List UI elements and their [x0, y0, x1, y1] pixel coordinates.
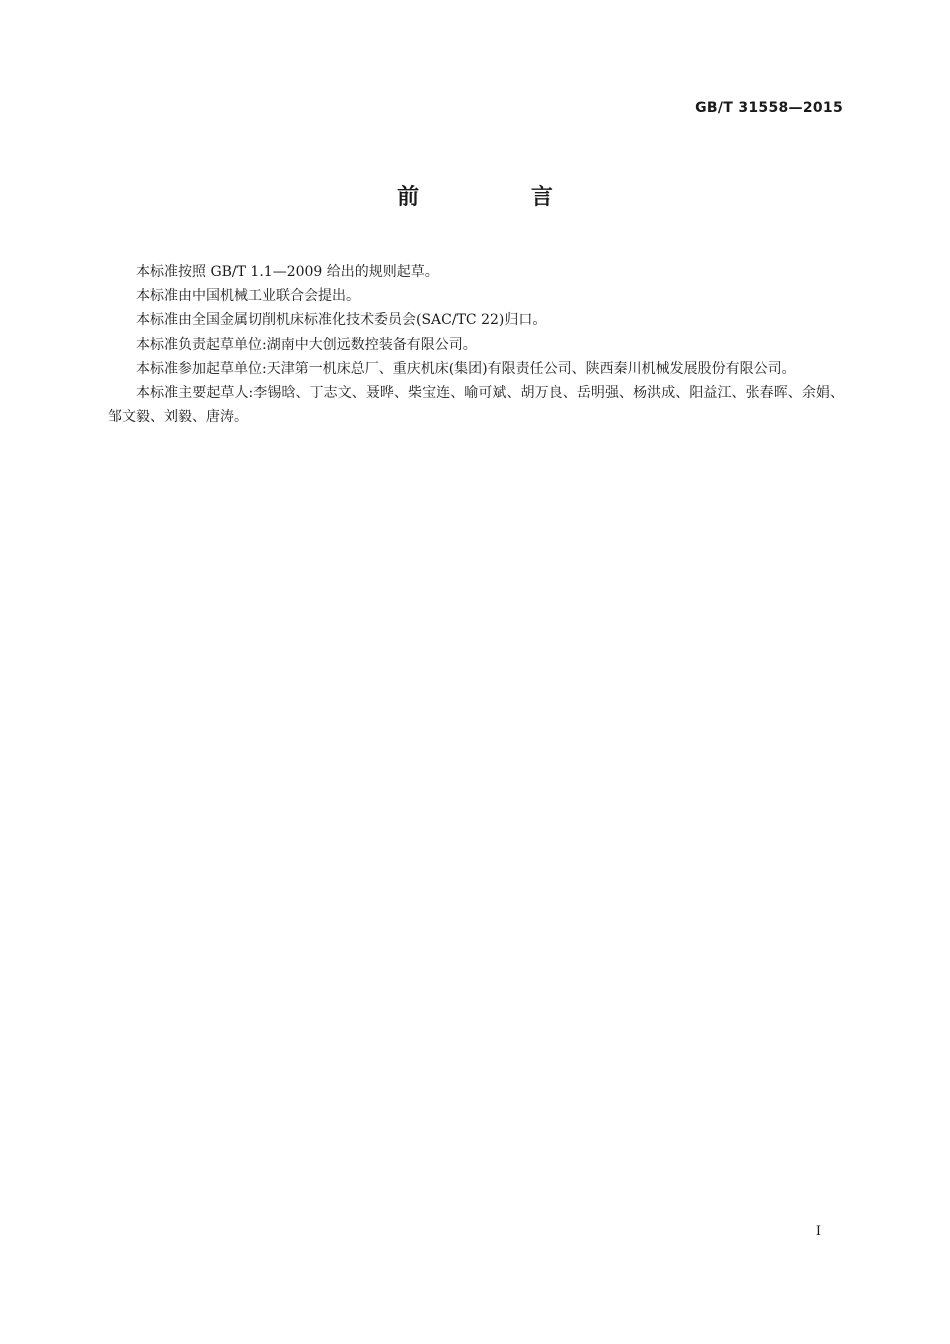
standard-number: GB/T 31558—2015: [695, 100, 843, 116]
paragraph-participating-drafters: 本标准参加起草单位:天津第一机床总厂、重庆机床(集团)有限责任公司、陕西秦川机械发展股份有限公司。: [136, 360, 796, 377]
paragraph-main-drafters: 本标准主要起草人:李锡晗、丁志文、聂晔、柴宝连、喻可斌、胡万良、岳明强、杨洪成、阳益江、张春晖、余娟、邹文毅、刘毅、唐涛。: [108, 385, 844, 426]
foreword-body: [108, 260, 844, 429]
paragraph-drafting-rules: 本标准按照 GB/T 1.1—2009 给出的规则起草。: [136, 264, 439, 280]
paragraph-technical-committee: 本标准由全国金属切削机床标准化技术委员会(SAC/TC 22)归口。: [136, 312, 547, 329]
page-number: I: [815, 1224, 821, 1239]
page-title: 前 言: [397, 185, 605, 210]
paragraph-lead-drafter: 本标准负责起草单位:湖南中大创远数控装备有限公司。: [136, 336, 477, 353]
paragraph-proposer: 本标准由中国机械工业联合会提出。: [136, 288, 360, 305]
